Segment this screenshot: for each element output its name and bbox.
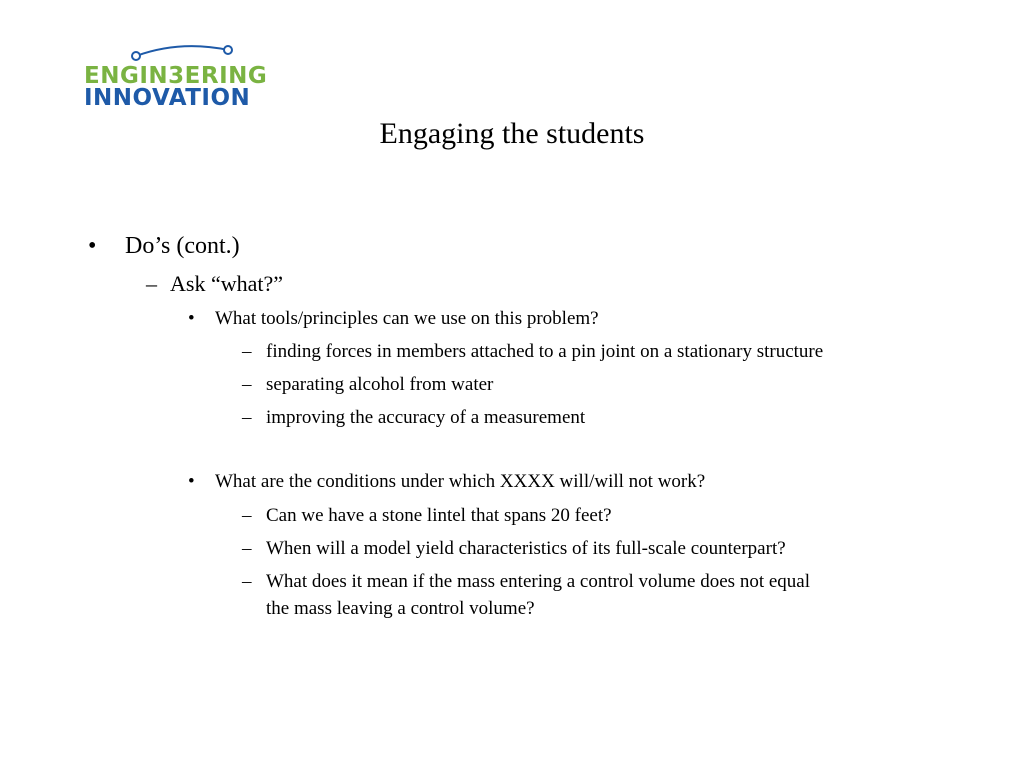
logo-line-2: INNOVATION [84, 85, 251, 110]
slide-title: Engaging the students [379, 117, 645, 150]
bullet-level-4: improving the accuracy of a measurement [266, 407, 586, 428]
dash-marker: – [242, 505, 252, 526]
bullet-marker: • [188, 471, 195, 492]
bullet-level-4: When will a model yield characteristics of its full-scale counterpart? [266, 538, 786, 559]
logo-line-1: ENGIN3ERING [84, 63, 268, 89]
bullet-level-4-continuation: the mass leaving a control volume? [266, 598, 535, 619]
dash-marker: – [242, 571, 252, 592]
bullet-level-1: Do’s (cont.) [125, 233, 240, 259]
dash-marker: – [242, 341, 252, 362]
bullet-level-4: What does it mean if the mass entering a control volume does not equal [266, 571, 810, 592]
bullet-level-3: What tools/principles can we use on this problem? [215, 308, 599, 329]
bullet-level-4: finding forces in members attached to a pin joint on a stationary structure [266, 341, 824, 362]
dash-marker: – [242, 374, 252, 395]
dash-marker: – [146, 271, 157, 296]
bullet-marker: • [188, 308, 195, 329]
dash-marker: – [242, 407, 252, 428]
dash-marker: – [242, 538, 252, 559]
bullet-level-4: separating alcohol from water [266, 374, 494, 395]
bullet-level-2: Ask “what?” [170, 271, 284, 296]
bullet-marker: • [88, 233, 97, 259]
bullet-level-4: Can we have a stone lintel that spans 20 feet? [266, 505, 612, 526]
bullet-level-3: What are the conditions under which XXXX will/will not work? [215, 471, 706, 492]
